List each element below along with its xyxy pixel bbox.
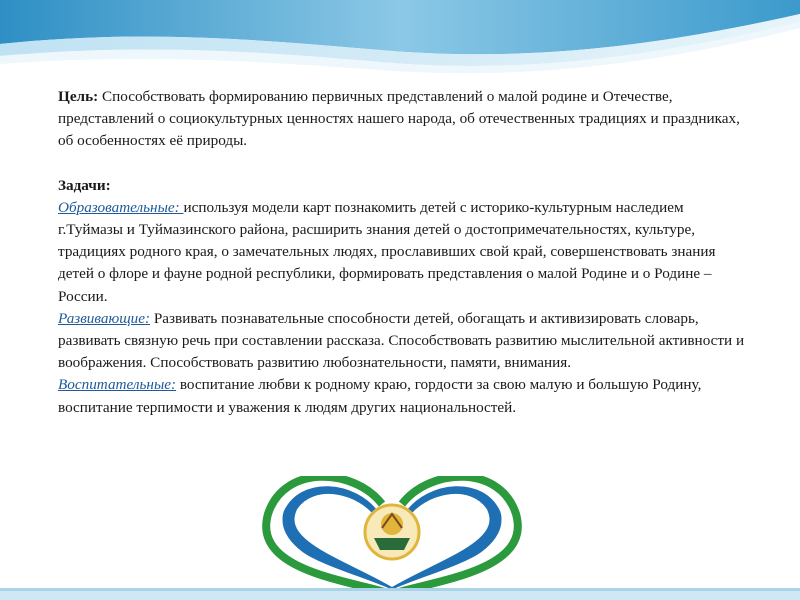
goal-text: Способствовать формированию первичных представлений о малой родине и Отечестве, представлений о социокультурных ценностях нашего народа, об отечественных традициях и праздниках, об особенностях её природы.	[58, 88, 740, 150]
developmental-text: Развивать познавательные способности детей, обогащать и активизировать словарь, развивать связную речь при составлении рассказа. Способствовать развитию мыслительной активности и воображения. Способствовать развитию любознательности, памяти, внимания.	[58, 309, 745, 372]
bottom-decoration-bar	[0, 588, 800, 600]
goal-label: Цель:	[58, 88, 99, 105]
emblem-icon	[365, 505, 419, 559]
upbringing-label: Воспитательные:	[58, 376, 177, 394]
developmental-label: Развивающие:	[58, 309, 151, 327]
upbringing-text: воспитание любви к родному краю, гордости за свою малую и большую Родину, воспитание терпимости и уважения к людям других национальностей.	[58, 376, 702, 416]
educational-label: Образовательные:	[58, 198, 184, 216]
content-text	[58, 86, 748, 419]
bashkortostan-heart-ribbon-image	[232, 476, 552, 600]
spacer	[58, 153, 748, 175]
educational-text: используя модели карт познакомить детей с историко-культурным наследием г.Туймазы и Туймазинского района, расширить знания детей о достопримечательностях, культуре, традициях родного края, о замечательных людях, прославивших свой край, совершенствовать знания детей о флоре и фауне родной республики, формировать представления о малой Родине и о Родине – России.	[58, 198, 716, 305]
developmental-paragraph	[58, 308, 748, 375]
goal-paragraph	[58, 86, 748, 153]
top-wave-decoration	[0, 0, 800, 80]
educational-paragraph	[58, 197, 748, 308]
upbringing-paragraph	[58, 374, 748, 418]
tasks-heading: Задачи:	[58, 176, 111, 194]
